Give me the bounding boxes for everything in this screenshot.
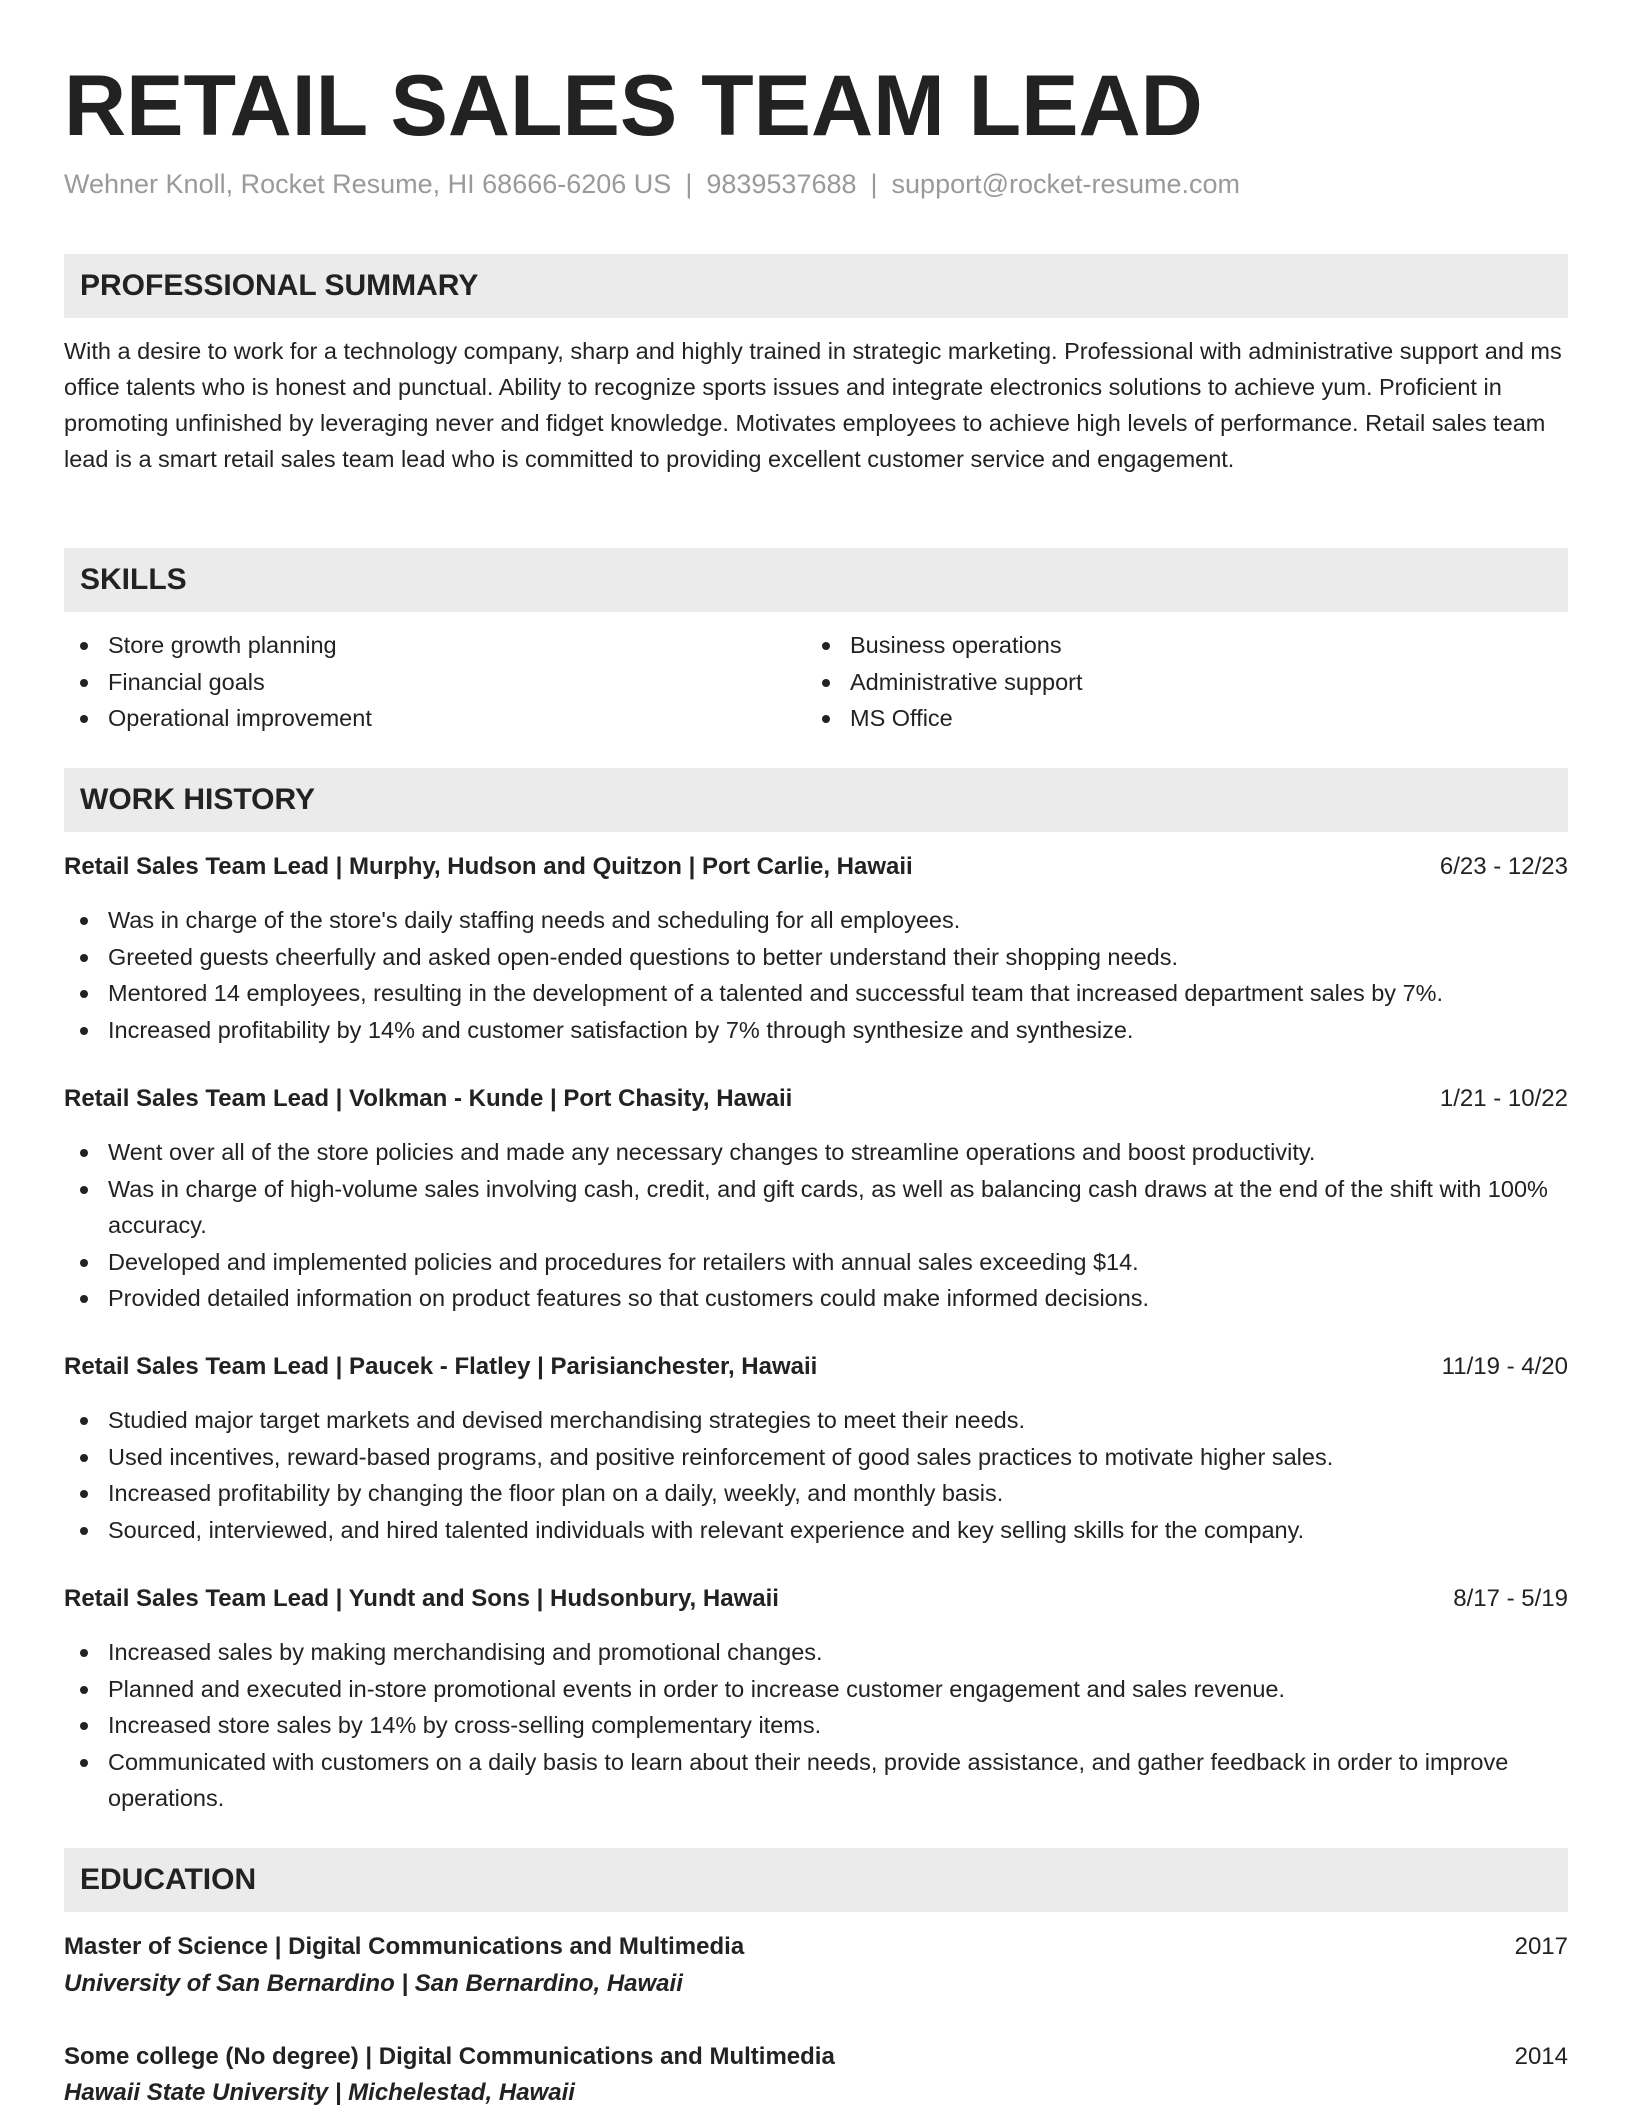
contact-line xyxy=(64,166,1240,202)
contact-separator: | xyxy=(870,169,878,199)
job-heading xyxy=(64,1081,1568,1117)
job-bullet: Increased profitability by changing the floor plan on a daily, weekly, and monthly basis. xyxy=(64,1475,1568,1512)
job-bullet: Communicated with customers on a daily basis to learn about their needs, provide assistance, and gather feedback in order to improve operations. xyxy=(64,1744,1568,1817)
job-dates: 11/19 - 4/20 xyxy=(1441,1353,1568,1380)
job-dates: 6/23 - 12/23 xyxy=(1439,853,1568,880)
contact-email: support@rocket-resume.com xyxy=(891,169,1241,199)
job-bullet: Used incentives, reward-based programs, and positive reinforcement of good sales practices to motivate higher sales. xyxy=(64,1439,1568,1476)
job-bullets xyxy=(64,902,1568,1048)
job-bullet: Increased profitability by 14% and customer satisfaction by 7% through synthesize and synthesize. xyxy=(64,1012,1568,1049)
job-bullets xyxy=(64,1134,1568,1317)
job-bullet: Provided detailed information on product features so that customers could make informed decisions. xyxy=(64,1280,1568,1317)
job-dates: 1/21 - 10/22 xyxy=(1439,1085,1568,1112)
job-bullet: Planned and executed in-store promotional events in order to increase customer engagement and sales revenue. xyxy=(64,1671,1568,1708)
job-bullets xyxy=(64,1634,1568,1817)
job-heading xyxy=(64,849,1568,885)
contact-phone: 9839537688 xyxy=(706,169,857,199)
candidate-name: RETAIL SALES TEAM LEAD xyxy=(64,58,1203,154)
job-bullet: Was in charge of high-volume sales involving cash, credit, and gift cards, as well as balancing cash draws at the end of the shift with 100% accuracy. xyxy=(64,1171,1568,1244)
job-title: Retail Sales Team Lead | Volkman - Kunde | Port Chasity, Hawaii xyxy=(64,1085,793,1112)
degree-title: Some college (No degree) | Digital Communications and Multimedia xyxy=(64,2043,835,2070)
section-header-skills: SKILLS xyxy=(64,548,1568,612)
section-header-work-history: WORK HISTORY xyxy=(64,768,1568,832)
education-school: Hawaii State University | Michelestad, Hawaii xyxy=(64,2079,575,2106)
skill-item: Store growth planning xyxy=(64,627,764,664)
skill-item: Operational improvement xyxy=(64,700,764,737)
job-title: Retail Sales Team Lead | Paucek - Flatley | Parisianchester, Hawaii xyxy=(64,1353,818,1380)
section-header-summary: PROFESSIONAL SUMMARY xyxy=(64,254,1568,318)
education-degree xyxy=(64,1929,1568,1965)
job-bullet: Mentored 14 employees, resulting in the development of a talented and successful team that increased department sales by 7%. xyxy=(64,975,1568,1012)
job-title: Retail Sales Team Lead | Murphy, Hudson and Quitzon | Port Carlie, Hawaii xyxy=(64,853,913,880)
skill-item: Financial goals xyxy=(64,664,764,701)
job-bullet: Went over all of the store policies and made any necessary changes to streamline operations and boost productivity. xyxy=(64,1134,1568,1171)
skill-item: MS Office xyxy=(806,700,1506,737)
skill-item: Business operations xyxy=(806,627,1506,664)
education-year: 2017 xyxy=(1514,1933,1568,1960)
job-bullets xyxy=(64,1402,1568,1548)
degree-title: Master of Science | Digital Communications and Multimedia xyxy=(64,1933,745,1960)
skills-list-right xyxy=(806,627,1506,737)
skill-item: Administrative support xyxy=(806,664,1506,701)
job-bullet: Increased sales by making merchandising and promotional changes. xyxy=(64,1634,1568,1671)
education-year: 2014 xyxy=(1514,2043,1568,2070)
job-bullet: Greeted guests cheerfully and asked open-ended questions to better understand their shopping needs. xyxy=(64,939,1568,976)
job-heading xyxy=(64,1349,1568,1385)
job-dates: 8/17 - 5/19 xyxy=(1453,1585,1568,1612)
education-school: University of San Bernardino | San Bernardino, Hawaii xyxy=(64,1970,683,1997)
contact-separator: | xyxy=(685,169,693,199)
summary-text: With a desire to work for a technology company, sharp and highly trained in strategic marketing. Professional with administrative support and ms office talents who is honest and punctual. Ability to recognize sports issues and integrate electronics solutions to achieve yum. Proficient in promoting unfinished by leveraging never and fidget knowledge. Motivates employees to achieve high levels of performance. Retail sales team lead is a smart retail sales team lead who is committed to providing excellent customer service and engagement. xyxy=(64,338,1562,472)
job-bullet: Studied major target markets and devised merchandising strategies to meet their needs. xyxy=(64,1402,1568,1439)
job-bullet: Sourced, interviewed, and hired talented individuals with relevant experience and key selling skills for the company. xyxy=(64,1512,1568,1549)
job-bullet: Increased store sales by 14% by cross-selling complementary items. xyxy=(64,1707,1568,1744)
job-bullet: Was in charge of the store's daily staffing needs and scheduling for all employees. xyxy=(64,902,1568,939)
section-header-education: EDUCATION xyxy=(64,1848,1568,1912)
contact-address: Wehner Knoll, Rocket Resume, HI 68666-6206 US xyxy=(64,169,672,199)
job-title: Retail Sales Team Lead | Yundt and Sons | Hudsonbury, Hawaii xyxy=(64,1585,779,1612)
job-bullet: Developed and implemented policies and procedures for retailers with annual sales exceeding $14. xyxy=(64,1244,1568,1281)
job-heading xyxy=(64,1581,1568,1617)
skills-list-left xyxy=(64,627,764,737)
education-degree xyxy=(64,2039,1568,2075)
